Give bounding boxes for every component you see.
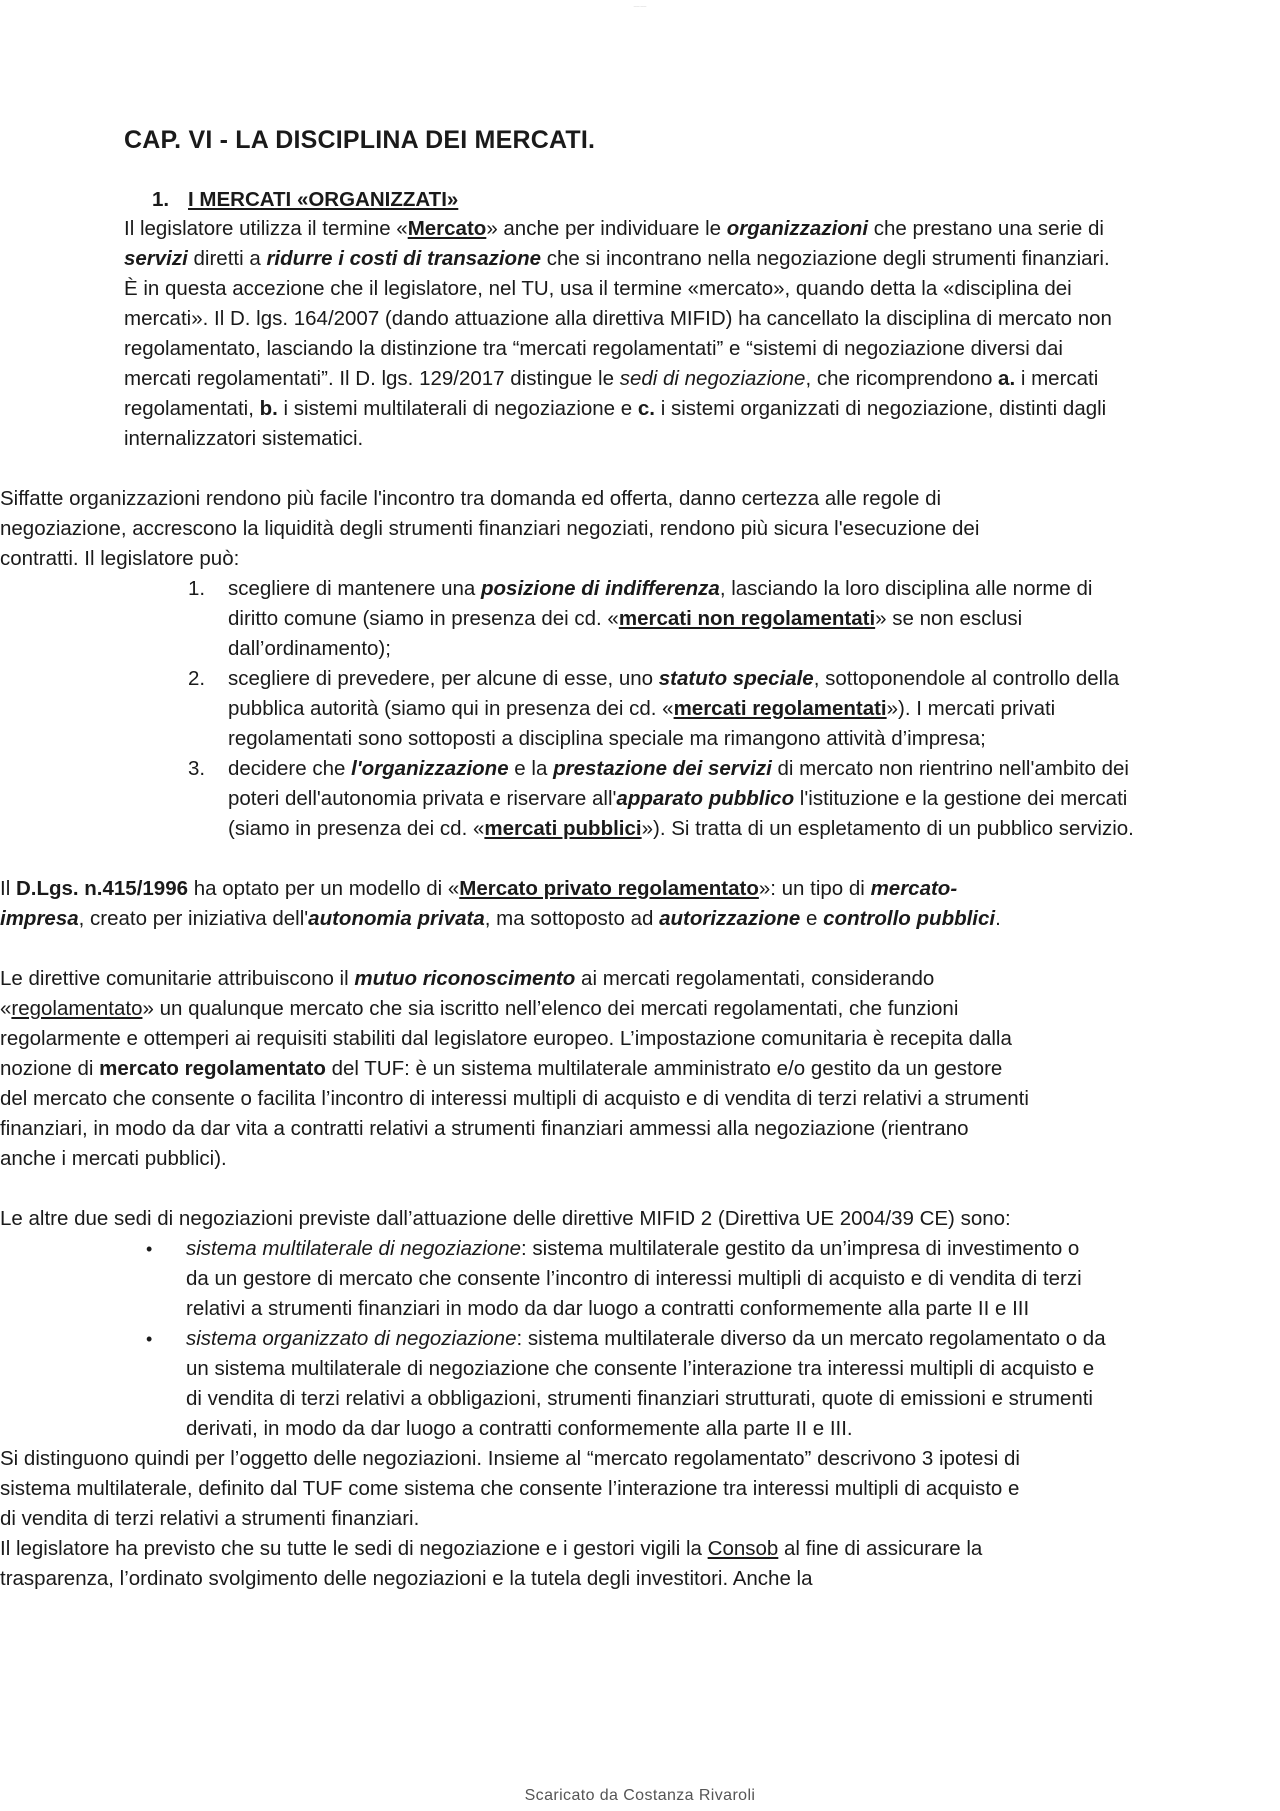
paragraph-organizzazioni: Siffatte organizzazioni rendono più facile l'incontro tra domanda ed offerta, danno certezza alle regole di negoziazione, accrescono la liquidità degli strumenti finanziari negoziati, rendono più sicura l'esecuzione dei contratti. Il legislatore può: (0, 487, 980, 570)
term-organizzazioni: organizzazioni (726, 217, 869, 240)
bullet-item (146, 1324, 1106, 1444)
text-run: scegliere di prevedere, per alcune di esse, uno (228, 667, 659, 690)
options-list (0, 574, 1280, 844)
text-run: scegliere di mantenere una (228, 577, 481, 600)
section-heading-text: I MERCATI «ORGANIZZATI» (188, 188, 459, 211)
term-organizzazione: l'organizzazione (351, 757, 509, 780)
text-run: : sistema multilaterale gestito da un’impresa di investimento o da un gestore di mercato che consente l’incontro di interessi multipli di acquisto e di vendita di terzi relativi a strumenti finanziari in modo da dar luogo a contratti conformemente alla parte II e III (186, 1237, 1082, 1320)
text-run: , creato per iniziativa dell' (78, 907, 309, 930)
bullet-item (146, 1234, 1106, 1324)
term-mercati-pubblici: mercati pubblici (484, 817, 642, 840)
list-letter-b: b. (259, 397, 278, 420)
text-run: che si incontrano nella negoziazione degli strumenti finanziari. È in questa accezione che il legislatore, nel TU, usa il termine «mercato», quando detta la «disciplina dei mercati». Il D. lgs. 164/2007 (dando attuazione alla direttiva MIFID) ha cancellato la disciplina di mercato non regolamentato, lasciando la distinzione tra “mercati regolamentati” e “sistemi di negoziazione diversi dai mercati regolamentati”. Il D. lgs. 129/2017 distingue le (124, 247, 1112, 390)
term-autonomia-privata: autonomia privata (308, 907, 485, 930)
text-run: di mercato non rientrino nell'ambito dei poteri dell'autonomia privata e riservare all' (228, 757, 1129, 810)
term-prestazione-servizi: prestazione dei servizi (553, 757, 772, 780)
bullet-marker: • (146, 1239, 153, 1259)
text-run: , che ricomprendono (805, 367, 999, 390)
section-heading (152, 186, 1280, 214)
text-run: e (800, 907, 824, 930)
text-run: , lasciando la loro disciplina alle norme di diritto comune (siamo in presenza dei cd. « (228, 577, 1093, 630)
term-sedi-negoziazione: sedi di negoziazione (619, 367, 806, 390)
text-run: l'istituzione e la gestione dei mercati (siamo in presenza dei cd. « (228, 787, 1128, 840)
term-mercati-non-regolamentati: mercati non regolamentati (618, 607, 876, 630)
term-controllo-pubblici: controllo pubblici (823, 907, 996, 930)
text-run: . (995, 907, 1001, 930)
term-mtf: sistema multilaterale di negoziazione (186, 1237, 522, 1260)
text-run: i sistemi multilaterali di negoziazione e (277, 397, 638, 420)
bullet-marker: • (146, 1329, 153, 1349)
option-item (188, 574, 1138, 664)
paragraph-dlgs-415 (0, 874, 1030, 934)
text-run: »). I mercati privati regolamentati sono sottoposti a disciplina speciale ma rimangono attività d’impresa; (228, 697, 1056, 750)
text-run: » anche per individuare le (486, 217, 727, 240)
term-consob: Consob (707, 1537, 779, 1560)
term-mercato-regolamentato: mercato regolamentato (99, 1057, 326, 1080)
paragraph-distinzione: Si distinguono quindi per l’oggetto delle negoziazioni. Insieme al “mercato regolamentato” descrivono 3 ipotesi di sistema multilaterale, definito dal TUF come sistema che consente l’interazione tra interessi multipli di acquisto e di vendita di terzi relativi a strumenti finanziari. (0, 1447, 1020, 1530)
list-marker: 2. (188, 667, 206, 690)
list-letter-c: c. (637, 397, 655, 420)
sedi-bullet-list (0, 1234, 1280, 1444)
paragraph-intro (124, 214, 1124, 454)
paragraph-altre-sedi: Le altre due sedi di negoziazioni previste dall’attuazione delle direttive MIFID 2 (Direttiva UE 2004/39 CE) sono: (0, 1207, 1011, 1230)
text-run: al fine di assicurare la trasparenza, l’ordinato svolgimento delle negoziazioni e la tutela degli investitori. Anche la (0, 1537, 983, 1590)
term-ridurre-costi: ridurre i costi di transazione (266, 247, 541, 270)
term-regolamentato: regolamentato (11, 997, 143, 1020)
text-run: , ma sottoposto ad (484, 907, 660, 930)
text-run: »). Si tratta di un espletamento di un pubblico servizio. (641, 817, 1134, 840)
text-run: , sottoponendole al controllo della pubblica autorità (siamo qui in presenza dei cd. « (228, 667, 1120, 720)
list-marker: 1. (188, 577, 206, 600)
text-run: i mercati regolamentati, (124, 367, 1099, 420)
section-number: 1. (152, 188, 170, 211)
list-marker: 3. (188, 757, 206, 780)
text-run: del TUF: è un sistema multilaterale amministrato e/o gestito da un gestore del mercato che consente o facilita l’incontro di interessi multipli di acquisto e di vendita di terzi relativi a strumenti finanziari, in modo da dar vita a contratti relativi a strumenti finanziari ammessi alla negoziazione (rientrano anche i mercati pubblici). (0, 1057, 1029, 1170)
text-run: i sistemi organizzati di negoziazione, distinti dagli internalizzatori sistematici. (124, 397, 1107, 450)
term-mercato-privato-regolamentato: Mercato privato regolamentato (459, 877, 759, 900)
paragraph-consob (0, 1534, 1030, 1594)
term-statuto-speciale: statuto speciale (658, 667, 814, 690)
term-otf: sistema organizzato di negoziazione (186, 1327, 517, 1350)
paragraph-direttive (0, 964, 1030, 1174)
text-run: che prestano una serie di (868, 217, 1104, 240)
text-run: ha optato per un modello di « (188, 877, 460, 900)
page-header-mark: —— —— (633, 4, 647, 8)
term-mercato: Mercato (407, 217, 487, 240)
term-mercato-impresa: mercato-impresa (0, 877, 958, 930)
term-autorizzazione: autorizzazione (659, 907, 801, 930)
text-run: Il legislatore ha previsto che su tutte le sedi di negoziazione e i gestori vigili la (0, 1537, 708, 1560)
text-run: diretti a (187, 247, 267, 270)
text-run: Il legislatore utilizza il termine « (124, 217, 408, 240)
term-mercati-regolamentati: mercati regolamentati (673, 697, 887, 720)
term-dlgs-415-1996: D.Lgs. n.415/1996 (15, 877, 189, 900)
option-item (188, 754, 1138, 844)
term-apparato-pubblico: apparato pubblico (616, 787, 795, 810)
text-run: e la (508, 757, 554, 780)
term-mutuo-riconoscimento: mutuo riconoscimento (354, 967, 576, 990)
text-run: : sistema multilaterale diverso da un mercato regolamentato o da un sistema multilaterale di negoziazione che consente l’interazione tra interessi multipli di acquisto e di vendita di terzi relativi a obbligazioni, strumenti finanziari strutturati, quote di emissioni e strumenti derivati, in modo da dar luogo a contratti conformemente alla parte II e III. (186, 1327, 1106, 1440)
term-servizi: servizi (124, 247, 188, 270)
text-run: » un qualunque mercato che sia iscritto nell’elenco dei mercati regolamentati, che funzioni regolarmente e ottemperi ai requisiti stabiliti dal legislatore europeo. L’impostazione comunitaria è recepita dalla nozione di (0, 997, 1012, 1080)
term-indifferenza: posizione di indifferenza (481, 577, 720, 600)
document-body (0, 186, 1280, 1594)
text-run: Il (0, 877, 16, 900)
text-run: Le direttive comunitarie attribuiscono il (0, 967, 355, 990)
download-footer: Scaricato da Costanza Rivaroli (524, 1787, 756, 1804)
list-letter-a: a. (998, 367, 1016, 390)
text-run: ai mercati regolamentati, considerando « (0, 967, 935, 1020)
option-item (188, 664, 1138, 754)
text-run: »: un tipo di (758, 877, 871, 900)
text-run: decidere che (228, 757, 352, 780)
chapter-title: CAP. VI - LA DISCIPLINA DEI MERCATI. (124, 126, 596, 154)
text-run: » se non esclusi dall’ordinamento); (228, 607, 1023, 660)
